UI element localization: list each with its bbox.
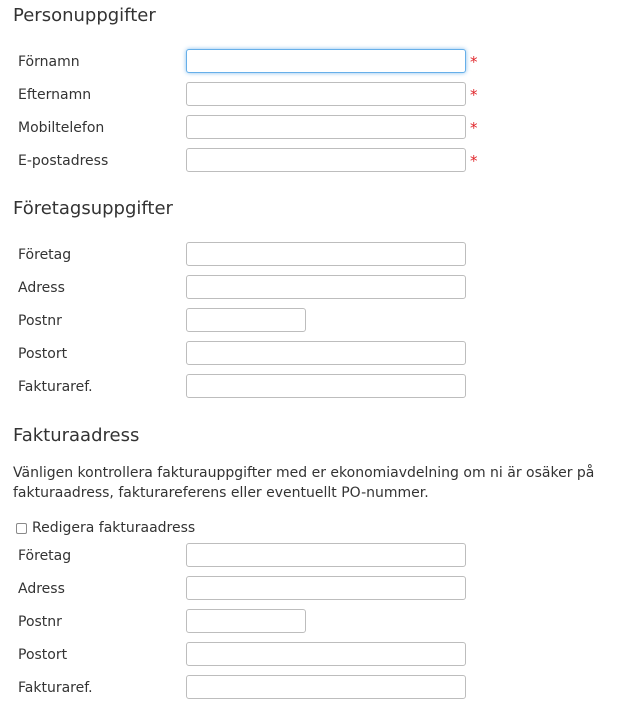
billing-address-label: Adress [18, 581, 65, 597]
company-name-input[interactable] [186, 242, 466, 266]
billing-postal-code-input[interactable] [186, 609, 306, 633]
company-invoice-ref-input[interactable] [186, 374, 466, 398]
company-invoice-ref-label: Fakturaref. [18, 379, 93, 395]
required-marker: * [470, 119, 478, 137]
edit-billing-address-label: Redigera fakturaadress [32, 520, 196, 536]
company-postal-code-label: Postnr [18, 313, 62, 329]
company-address-input[interactable] [186, 275, 466, 299]
company-address-label: Adress [18, 280, 65, 296]
email-label: E-postadress [18, 153, 109, 169]
billing-company-input[interactable] [186, 543, 466, 567]
billing-section-title: Fakturaadress [13, 425, 140, 446]
company-city-input[interactable] [186, 341, 466, 365]
edit-billing-address-toggle[interactable] [16, 519, 195, 537]
company-section-title: Företagsuppgifter [13, 198, 173, 219]
billing-invoice-ref-input[interactable] [186, 675, 466, 699]
first-name-input[interactable] [186, 49, 466, 73]
first-name-label: Förnamn [18, 54, 80, 70]
billing-city-label: Postort [18, 647, 68, 663]
billing-invoice-ref-label: Fakturaref. [18, 680, 93, 696]
required-marker: * [470, 152, 478, 170]
last-name-input[interactable] [186, 82, 466, 106]
company-name-label: Företag [18, 247, 72, 263]
billing-note: Vänligen kontrollera fakturauppgifter med er ekonomiavdelning om ni är osäker på fakturaadress, fakturareferens eller eventuellt PO-nummer. [13, 465, 595, 501]
billing-address-input[interactable] [186, 576, 466, 600]
billing-postal-code-label: Postnr [18, 614, 62, 630]
billing-company-label: Företag [18, 548, 72, 564]
mobile-phone-label: Mobiltelefon [18, 120, 105, 136]
email-input[interactable] [186, 148, 466, 172]
last-name-label: Efternamn [18, 87, 92, 103]
personal-section-title: Personuppgifter [13, 5, 156, 26]
company-postal-code-input[interactable] [186, 308, 306, 332]
company-city-label: Postort [18, 346, 68, 362]
mobile-phone-input[interactable] [186, 115, 466, 139]
required-marker: * [470, 86, 478, 104]
billing-city-input[interactable] [186, 642, 466, 666]
edit-billing-address-checkbox[interactable] [16, 523, 27, 534]
required-marker: * [470, 53, 478, 71]
